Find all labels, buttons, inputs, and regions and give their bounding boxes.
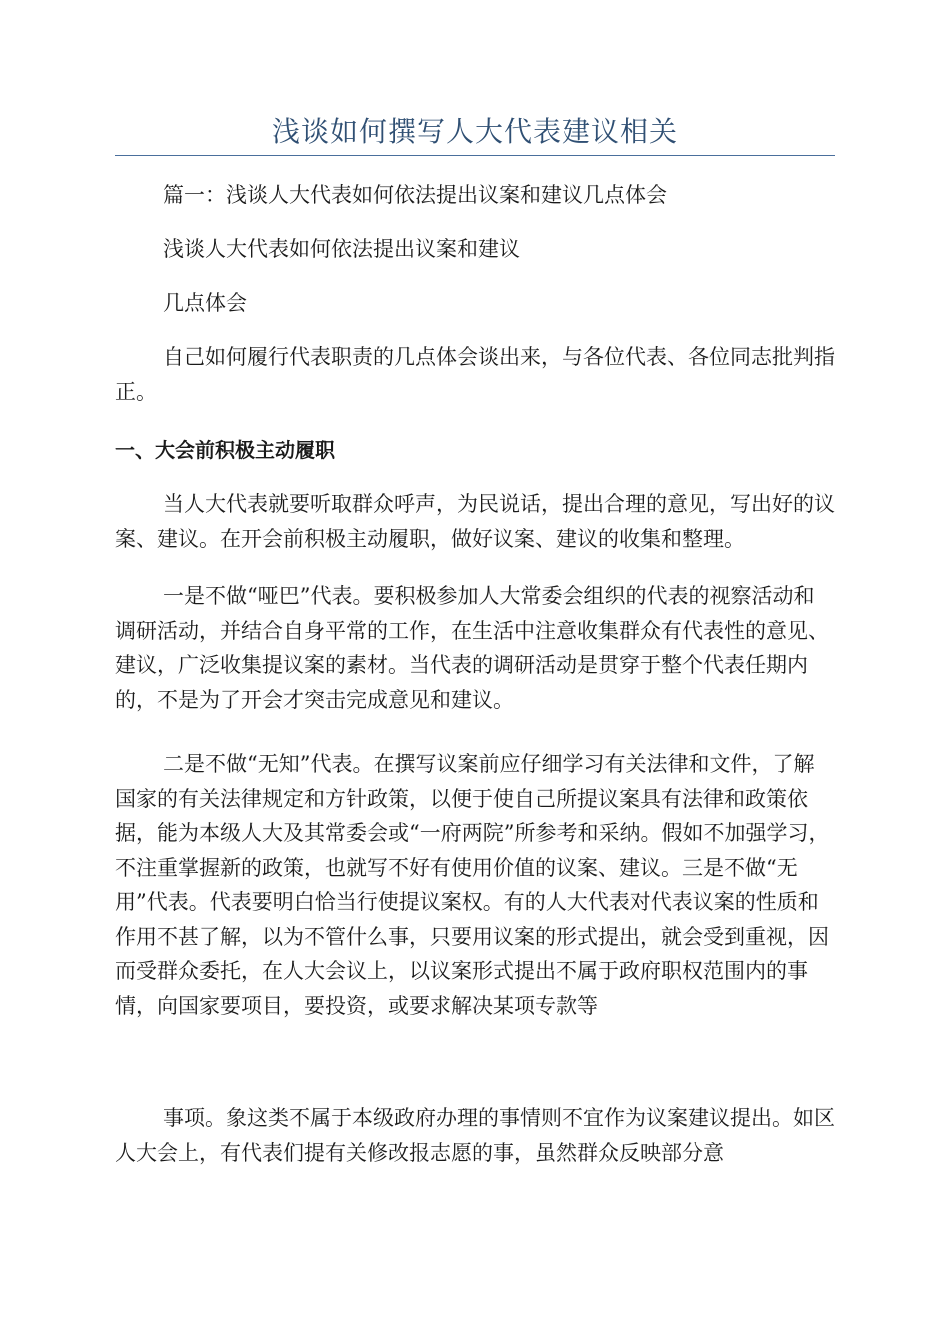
paragraph-8: 事项。象这类不属于本级政府办理的事情则不宜作为议案建议提出。如区人大会上，有代表们提有关修改报志愿的事，虽然群众反映部分意 bbox=[115, 1106, 835, 1165]
paragraph-7: 二是不做“无知”代表。在撰写议案前应仔细学习有关法律和文件，了解国家的有关法律规定和方针政策，以便于使自己所提议案具有法律和政策依据，能为本级人大及其常委会或“一府两院”所参考和采纳。假如不加强学习，不注重掌握新的政策，也就写不好有使用价值的议案、建议。三是不做“无用”代表。代表要明白恰当行使提议案权。有的人大代表对代表议案的性质和作用不甚了解，以为不管什么事，只要用议案的形式提出，就会受到重视，因而受群众委托，在人大会议上，以议案形式提出不属于政府职权范围内的事情，向国家要项目，要投资，或要求解决某项专款等 bbox=[115, 752, 830, 1018]
title-underline bbox=[115, 155, 835, 156]
paragraph-4: 自己如何履行代表职责的几点体会谈出来，与各位代表、各位同志批判指正。 bbox=[115, 345, 835, 404]
paragraph-2: 浅谈人大代表如何依法提出议案和建议 bbox=[163, 237, 520, 261]
section-heading-1: 一、大会前积极主动履职 bbox=[115, 438, 335, 462]
paragraph-6: 一是不做“哑巴”代表。要积极参加人大常委会组织的代表的视察活动和调研活动，并结合自身平常的工作，在生活中注意收集群众有代表性的意见、建议，广泛收集提议案的素材。当代表的调研活动是贯穿于整个代表任期内的，不是为了开会才突击完成意见和建议。 bbox=[115, 584, 829, 712]
paragraph-1: 篇一：浅谈人大代表如何依法提出议案和建议几点体会 bbox=[163, 183, 667, 207]
paragraph-3: 几点体会 bbox=[163, 291, 247, 315]
paragraph-5: 当人大代表就要听取群众呼声，为民说话，提出合理的意见，写出好的议案、建议。在开会前积极主动履职，做好议案、建议的收集和整理。 bbox=[115, 492, 835, 551]
document-title: 浅谈如何撰写人大代表建议相关 bbox=[271, 115, 678, 148]
